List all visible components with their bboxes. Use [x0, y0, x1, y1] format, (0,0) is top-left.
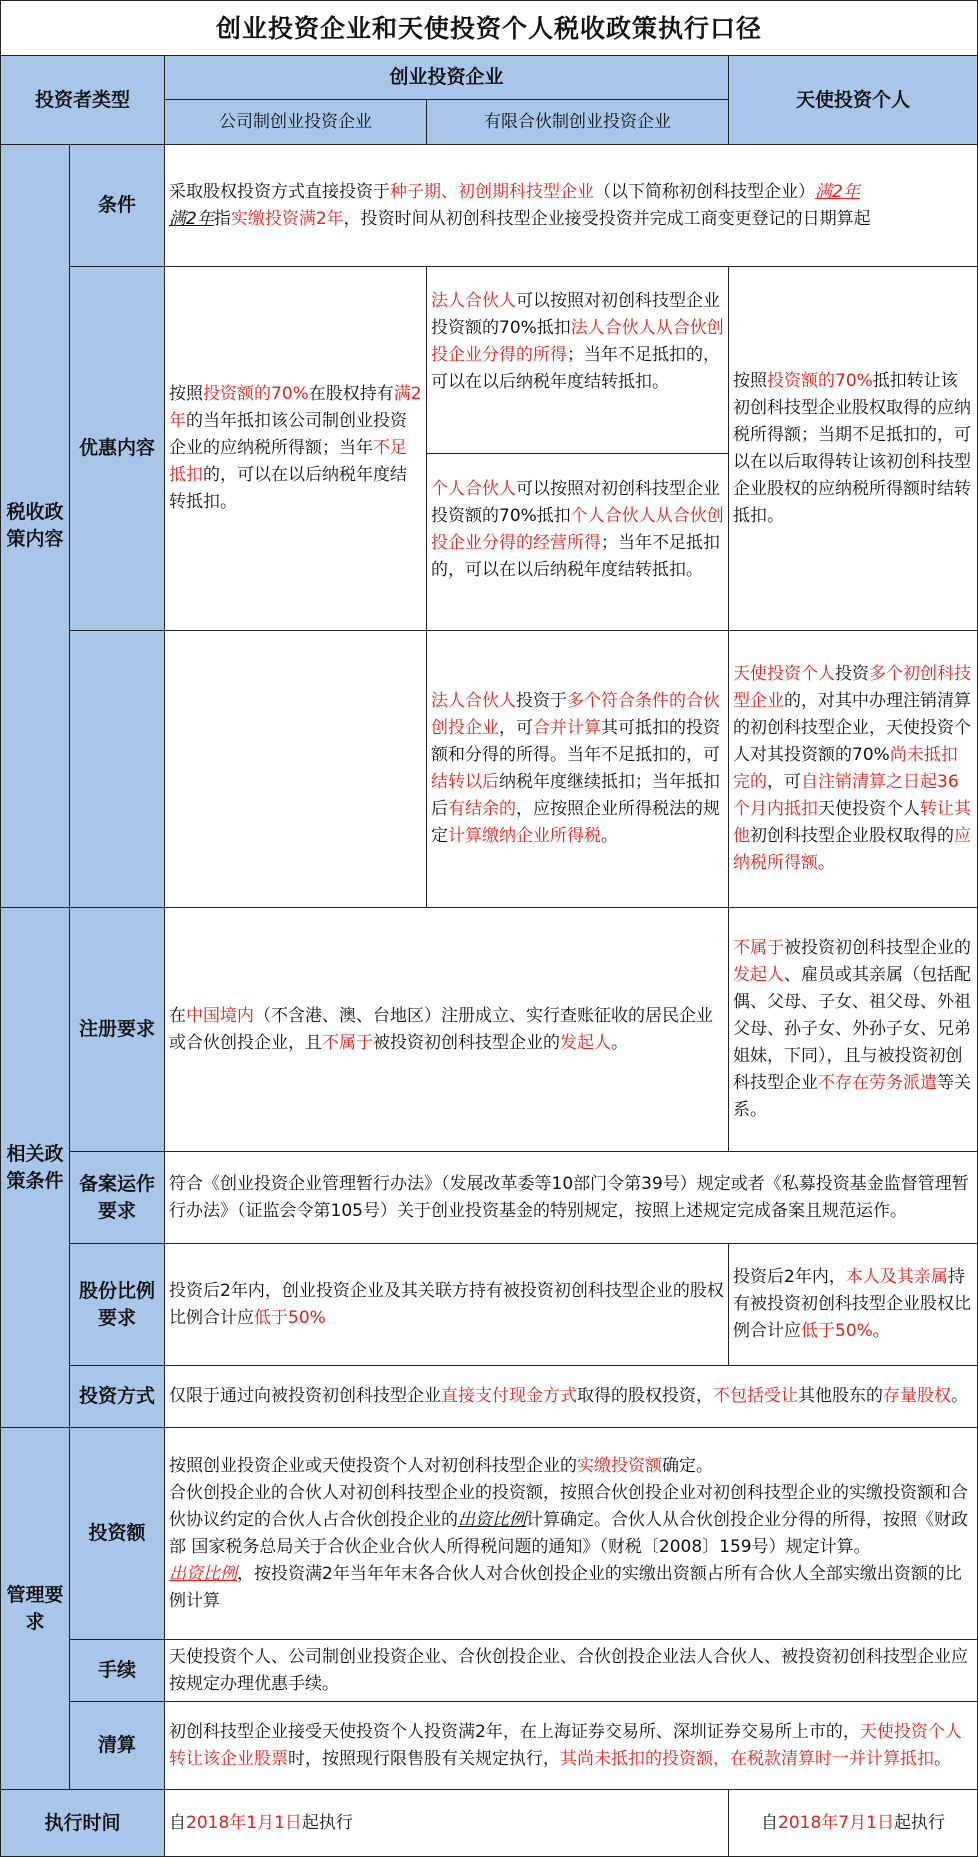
row-label-procedure: 手续 [70, 1640, 165, 1702]
partnership-multi-text: 法人合伙人投资于多个符合条件的合伙创投企业，可合并计算其可抵扣的投资额和分得的所得。当年不足抵扣的，可结转以后纳税年度继续抵扣；当年抵扣后有结余的，应按照企业所得税法的规定计算缴纳企业所得税。 [427, 631, 729, 908]
row-label-invest-method: 投资方式 [70, 1366, 165, 1428]
exec-time-venture: 自2018年1月1日起执行 [165, 1790, 729, 1857]
liquidation-text: 初创科技型企业接受天使投资个人投资满2年，在上海证券交易所、深圳证券交易所上市的，天使投资个人转让该企业股票时，按照现行限售股有关规定执行，其尚未抵扣的投资额，在税款清算时一并计算抵扣。 [165, 1702, 978, 1790]
header-venture-enterprise: 创业投资企业 [165, 56, 729, 100]
row-label-registration: 注册要求 [70, 908, 165, 1152]
section-tax-policy: 税收政策内容 [0, 145, 70, 908]
row-label-preferential: 优惠内容 [70, 267, 165, 631]
row-label-blank [70, 631, 165, 908]
section-exec-time: 执行时间 [0, 1790, 165, 1857]
section-management: 管理要求 [0, 1428, 70, 1790]
company-blank-cell [165, 631, 427, 908]
legal-partner-preferential-text: 法人合伙人可以按照对初创科技型企业投资额的70%抵扣法人合伙人从合伙创投企业分得的所得；当年不足抵扣的，可以在以后纳税年度结转抵扣。 [427, 267, 729, 454]
angel-registration-text: 不属于被投资初创科技型企业的发起人、雇员或其亲属（包括配偶、父母、子女、祖父母、外祖父母、孙子女、外孙子女、兄弟姐妹，下同），且与被投资初创科技型企业不存在劳务派遣等关系。 [729, 908, 978, 1152]
angel-preferential-text: 按照投资额的70%抵扣转让该初创科技型企业股权取得的应纳税所得额；当期不足抵扣的，可以在以后取得转让该初创科技型企业股权的应纳税所得额时结转抵扣。 [729, 267, 978, 631]
angel-share-ratio-text: 投资后2年内，本人及其亲属持有被投资初创科技型企业股权比例合计应低于50%。 [729, 1244, 978, 1366]
row-label-liquidation: 清算 [70, 1702, 165, 1790]
row-label-invest-amount: 投资额 [70, 1428, 165, 1640]
filing-text: 符合《创业投资企业管理暂行办法》（发展改革委等10部门令第39号）规定或者《私募投资基金监督管理暂行办法》（证监会令第105号）关于创业投资基金的特别规定，按照上述规定完成备案且规范运作。 [165, 1152, 978, 1244]
condition-text: 采取股权投资方式直接投资于种子期、初创期科技型企业（以下简称初创科技型企业）满2年 满2年指实缴投资满2年，投资时间从初创科技型企业接受投资并完成工商变更登记的日期算起 [165, 145, 978, 267]
share-ratio-text: 投资后2年内，创业投资企业及其关联方持有被投资初创科技型企业的股权比例合计应低于50% [165, 1244, 729, 1366]
individual-partner-preferential-text: 个人合伙人可以按照对初创科技型企业投资额的70%抵扣个人合伙人从合伙创投企业分得的经营所得；当年不足抵扣的，可以在以后纳税年度结转抵扣。 [427, 454, 729, 631]
registration-text: 在中国境内（不含港、澳、台地区）注册成立、实行查账征收的居民企业或合伙创投企业，且不属于被投资初创科技型企业的发起人。 [165, 908, 729, 1152]
row-label-condition: 条件 [70, 145, 165, 267]
angel-multi-text: 天使投资个人投资多个初创科技型企业的，对其中办理注销清算的初创科技型企业，天使投资个人对其投资额的70%尚未抵扣完的，可自注销清算之日起36个月内抵扣天使投资个人转让其他初创科技型企业股权取得的应纳税所得额。 [729, 631, 978, 908]
header-investor-type: 投资者类型 [0, 56, 165, 145]
header-company-venture: 公司制创业投资企业 [165, 100, 427, 145]
procedure-text: 天使投资个人、公司制创业投资企业、合伙创投企业、合伙创投企业法人合伙人、被投资初创科技型企业应按规定办理优惠手续。 [165, 1640, 978, 1702]
exec-time-angel: 自2018年7月1日起执行 [729, 1790, 978, 1857]
row-label-filing: 备案运作要求 [70, 1152, 165, 1244]
company-preferential-text: 按照投资额的70%在股权持有满2年的当年抵扣该公司制创业投资企业的应纳税所得额；当年不足抵扣的，可以在以后纳税年度结转抵扣。 [165, 267, 427, 631]
invest-method-text: 仅限于通过向被投资初创科技型企业直接支付现金方式取得的股权投资，不包括受让其他股东的存量股权。 [165, 1366, 978, 1428]
section-related-conditions: 相关政策条件 [0, 908, 70, 1428]
row-label-share-ratio: 股份比例要求 [70, 1244, 165, 1366]
page-title: 创业投资企业和天使投资个人税收政策执行口径 [0, 0, 978, 56]
header-angel-investor: 天使投资个人 [729, 56, 978, 145]
invest-amount-text: 按照创业投资企业或天使投资个人对初创科技型企业的实缴投资额确定。 合伙创投企业的合伙人对初创科技型企业的投资额，按照合伙创投企业对初创科技型企业的实缴投资额和合伙协议约定的合伙人占合伙创投企业的出资比例计算确定。合伙人从合伙创投企业分得的所得，按照《财政部 国家税务总局关于合伙企业合伙人所得税问题的通知》（财税〔2008〕159号）规定计算。 出资比例，按投资满2年当年年末各合伙人对合伙创投企业的实缴出资额占所有合伙人全部实缴出资额的比例计算 [165, 1428, 978, 1640]
header-partnership-venture: 有限合伙制创业投资企业 [427, 100, 729, 145]
